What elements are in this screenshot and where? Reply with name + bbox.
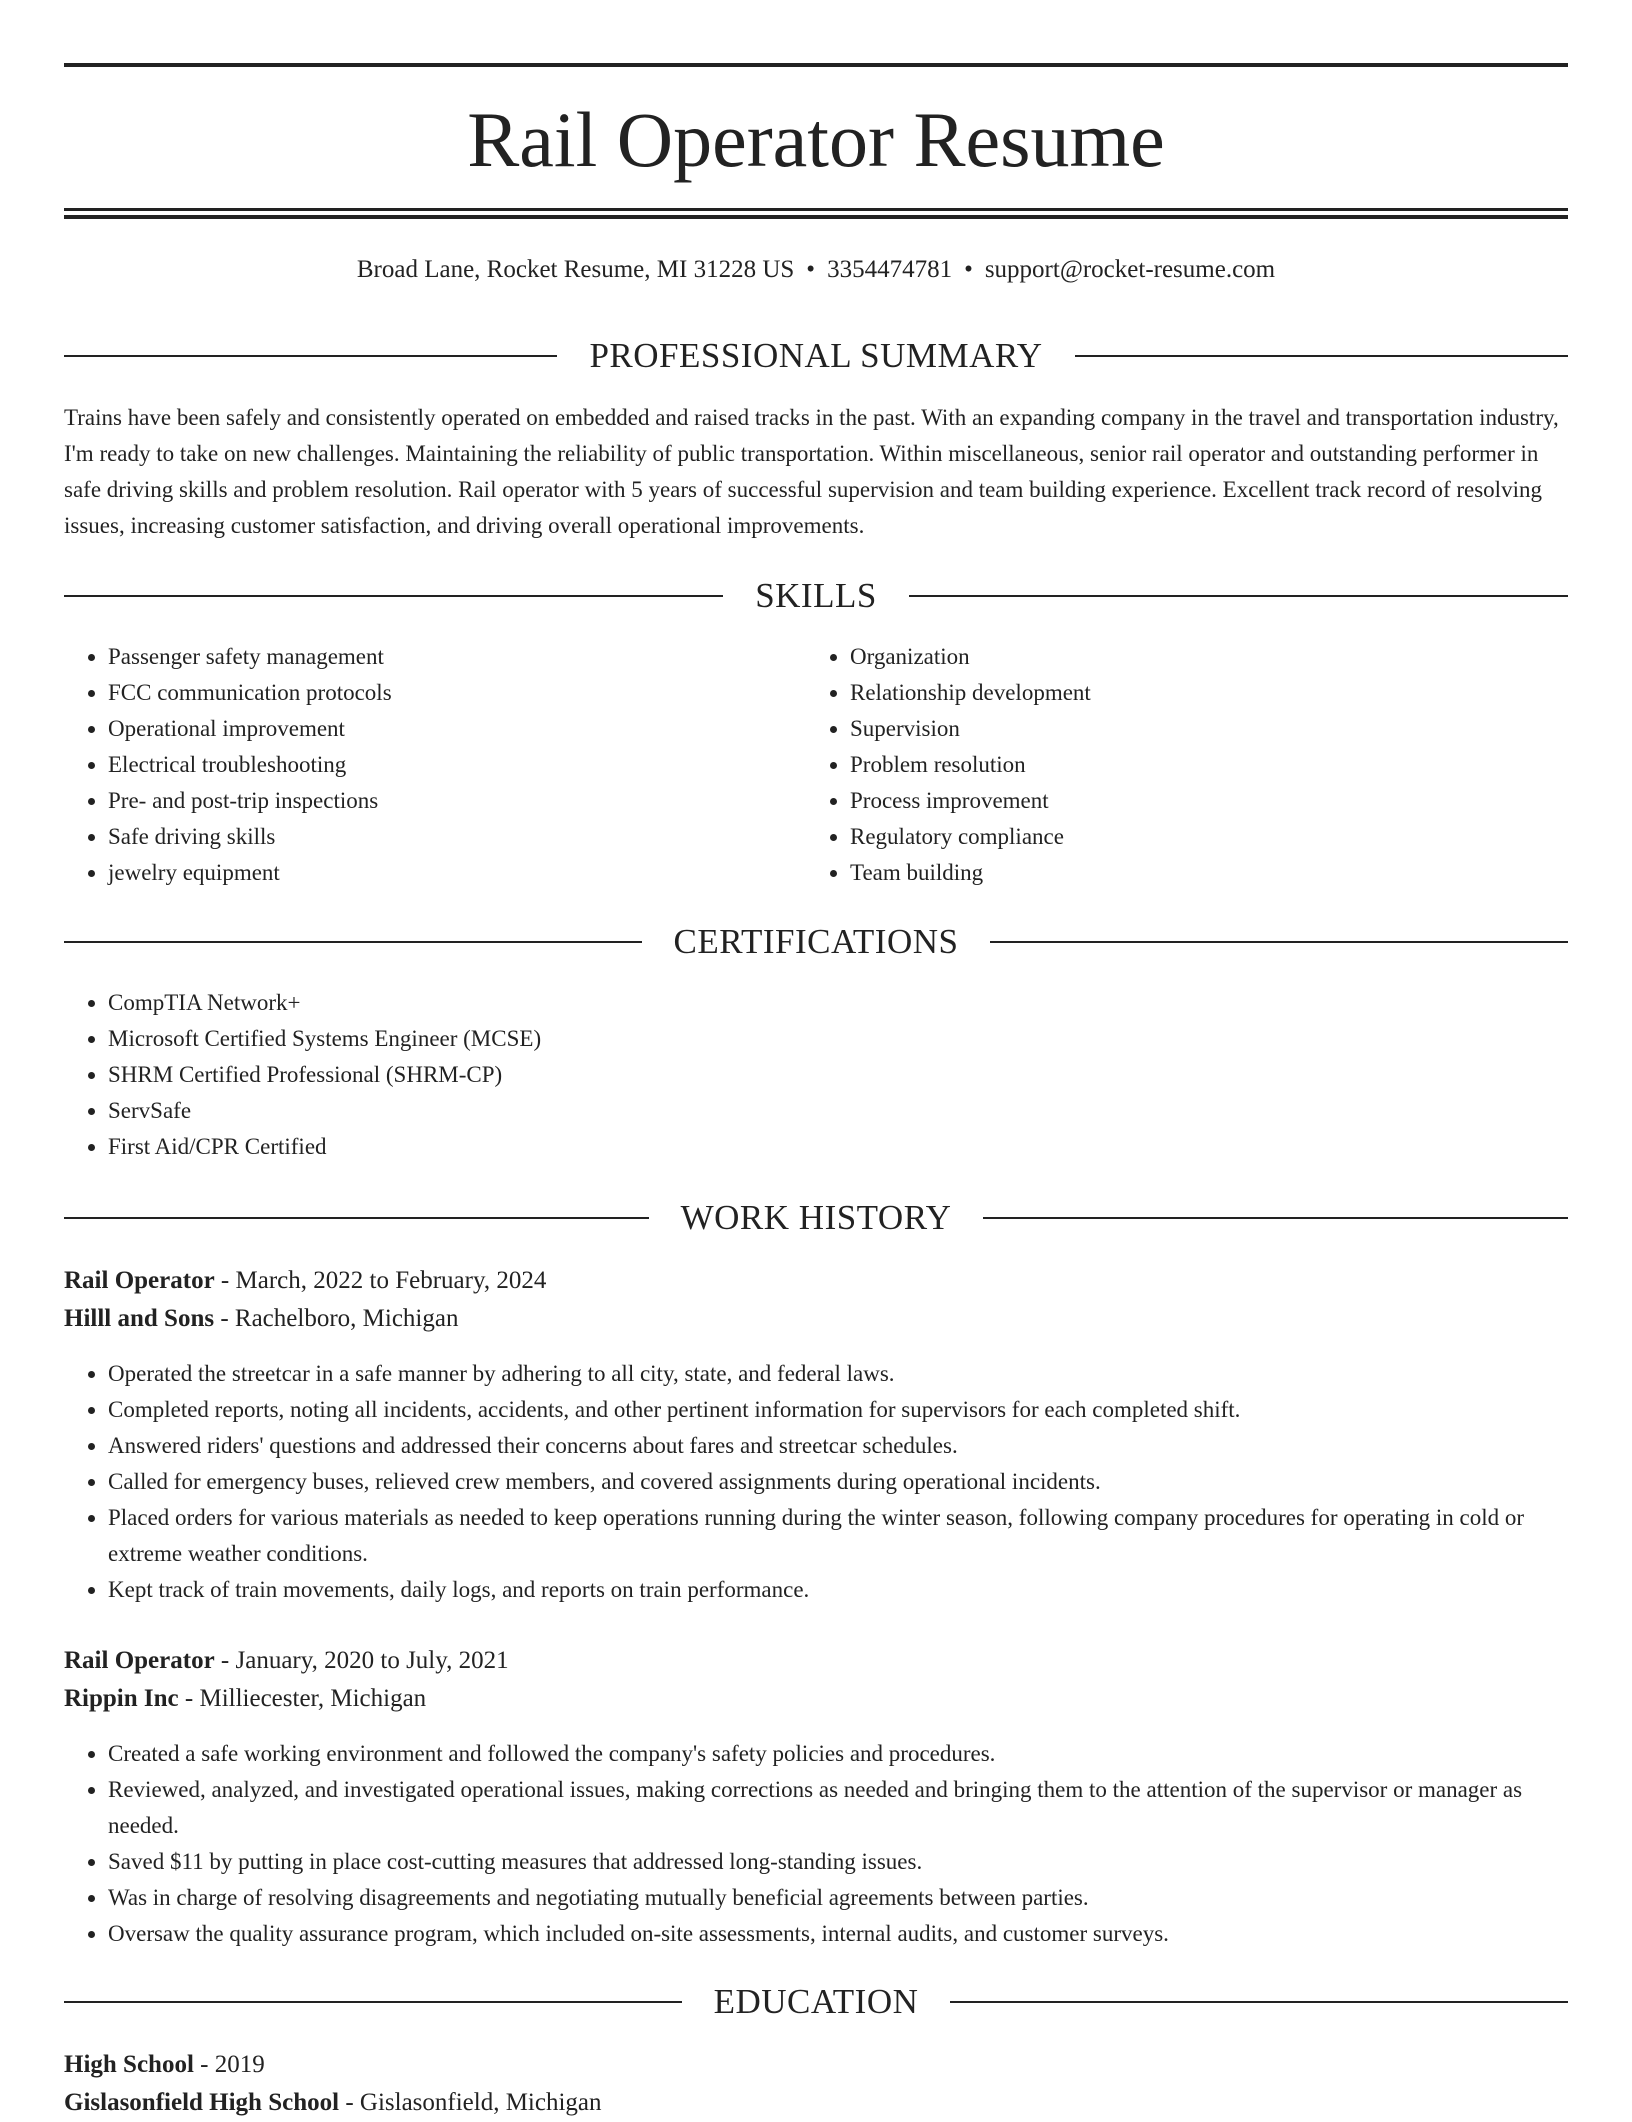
job-title: Rail Operator [64, 1267, 215, 1294]
education-year: 2019 [214, 2051, 265, 2078]
list-item: • Process improvement [850, 783, 1550, 819]
job-location: Rachelboro, Michigan [234, 1305, 459, 1332]
list-item: • Passenger safety management [108, 639, 808, 675]
title-bottom-rule-2 [64, 215, 1568, 219]
section-heading-certifications [64, 920, 1568, 964]
job-company: Rippin Inc [64, 1685, 179, 1712]
list-item: • Created a safe working environment and followed the company's safety policies and procedures. [108, 1736, 1568, 1772]
list-item: • Saved $11 by putting in place cost-cutting measures that addressed long-standing issues. [108, 1844, 1568, 1880]
list-item: • Called for emergency buses, relieved crew members, and covered assignments during operational incidents. [108, 1464, 1568, 1500]
education-degree: High School [64, 2051, 194, 2078]
job-bullets [64, 1736, 1568, 1952]
list-item: • CompTIA Network+ [108, 985, 1568, 1021]
list-item: • Organization [850, 639, 1550, 675]
skills-list-right [806, 639, 1550, 891]
heading-rule [1075, 355, 1568, 357]
list-item: • Pre- and post-trip inspections [108, 783, 808, 819]
list-item: • Regulatory compliance [850, 819, 1550, 855]
list-item: • Completed reports, noting all incidents, accidents, and other pertinent information for supervisors for each completed shift. [108, 1392, 1568, 1428]
education-degree-line: High School - 2019 [64, 2051, 265, 2078]
contact-line [64, 252, 1568, 288]
list-item: • ServSafe [108, 1093, 1568, 1129]
list-item: • Reviewed, analyzed, and investigated operational issues, making corrections as needed and bringing them to the attention of the supervisor or manager as needed. [108, 1772, 1568, 1844]
education-location: Gislasonfield, Michigan [359, 2089, 602, 2116]
heading-rule [64, 1217, 649, 1219]
list-item: • Safe driving skills [108, 819, 808, 855]
job-company-line: Rippin Inc - Milliecester, Michigan [64, 1685, 427, 1712]
job-dates: January, 2020 to July, 2021 [235, 1647, 509, 1674]
list-item: • Relationship development [850, 675, 1550, 711]
job-location: Milliecester, Michigan [199, 1685, 427, 1712]
list-item: • Answered riders' questions and addressed their concerns about fares and streetcar schedules. [108, 1428, 1568, 1464]
title-top-rule [64, 63, 1568, 67]
list-item: • Supervision [850, 711, 1550, 747]
skills-list-left [64, 639, 808, 891]
heading-rule [983, 1217, 1568, 1219]
list-item: • Operated the streetcar in a safe manner by adhering to all city, state, and federal laws. [108, 1356, 1568, 1392]
section-heading-education [64, 1980, 1568, 2024]
job-title-line: Rail Operator - January, 2020 to July, 2021 [64, 1647, 509, 1674]
contact-address: Broad Lane, Rocket Resume, MI 31228 US [356, 256, 795, 283]
contact-separator: • [806, 256, 816, 283]
section-title: SKILLS [755, 576, 877, 615]
section-heading-work-history [64, 1196, 1568, 1240]
section-heading-summary [64, 334, 1568, 378]
job-company-line: Hilll and Sons - Rachelboro, Michigan [64, 1305, 459, 1332]
education-school: Gislasonfield High School [64, 2089, 340, 2116]
job-company: Hilll and Sons [64, 1305, 215, 1332]
list-item: • Operational improvement [108, 711, 808, 747]
list-item: • Microsoft Certified Systems Engineer (MCSE) [108, 1021, 1568, 1057]
job-dates: March, 2022 to February, 2024 [235, 1267, 547, 1294]
list-item: • jewelry equipment [108, 855, 808, 891]
list-item: • Problem resolution [850, 747, 1550, 783]
education-school-line: Gislasonfield High School - Gislasonfield, Michigan [64, 2089, 602, 2116]
list-item: • SHRM Certified Professional (SHRM-CP) [108, 1057, 1568, 1093]
heading-rule [64, 355, 557, 357]
page-title: Rail Operator Resume [467, 96, 1165, 183]
job-title-line: Rail Operator - March, 2022 to February, 2024 [64, 1267, 547, 1294]
contact-phone: 3354474781 [827, 256, 953, 283]
heading-rule [64, 595, 723, 597]
section-title: CERTIFICATIONS [673, 922, 959, 961]
title-bottom-rule [64, 208, 1568, 211]
contact-separator: • [964, 256, 973, 283]
heading-rule [990, 941, 1568, 943]
list-item: • Oversaw the quality assurance program, which included on-site assessments, internal audits, and customer surveys. [108, 1916, 1568, 1952]
heading-rule [950, 2001, 1568, 2003]
list-item: • Was in charge of resolving disagreements and negotiating mutually beneficial agreements between parties. [108, 1880, 1568, 1916]
job-title: Rail Operator [64, 1647, 215, 1674]
section-title: EDUCATION [713, 1982, 919, 2021]
list-item: • Electrical troubleshooting [108, 747, 808, 783]
section-title: WORK HISTORY [680, 1198, 952, 1237]
summary-text: Trains have been safely and consistently operated on embedded and raised tracks in the past. With an expanding company in the travel and transportation industry, I'm ready to take on new challenges. Maintaining the reliability of public transportation. Within miscellaneous, senior rail operator and outstanding performer in safe driving skills and problem resolution. Rail operator with 5 years of successful supervision and team building experience. Excellent track record of resolving issues, increasing customer satisfaction, and driving overall operational improvements. [64, 405, 1559, 538]
list-item: • Team building [850, 855, 1550, 891]
section-title: PROFESSIONAL SUMMARY [589, 336, 1043, 375]
job-bullets [64, 1356, 1568, 1608]
contact-email: support@rocket-resume.com [984, 256, 1276, 283]
heading-rule [64, 2001, 682, 2003]
list-item: • FCC communication protocols [108, 675, 808, 711]
list-item: • First Aid/CPR Certified [108, 1129, 1568, 1165]
section-heading-skills [64, 574, 1568, 618]
certifications-list [64, 985, 1568, 1165]
list-item: • Placed orders for various materials as needed to keep operations running during the winter season, following company procedures for operating in cold or extreme weather conditions. [108, 1500, 1568, 1572]
heading-rule [64, 941, 642, 943]
list-item: • Kept track of train movements, daily logs, and reports on train performance. [108, 1572, 1568, 1608]
heading-rule [909, 595, 1568, 597]
